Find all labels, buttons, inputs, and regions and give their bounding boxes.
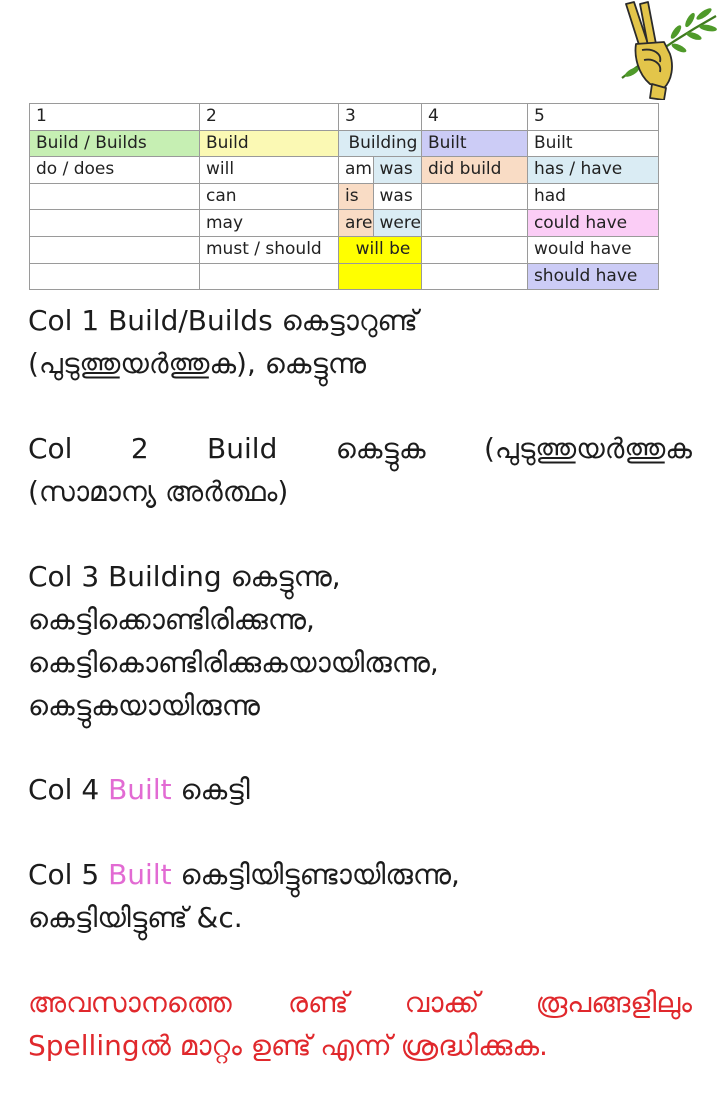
cell-build-builds: Build / Builds (30, 130, 200, 157)
table-header-row (30, 104, 659, 131)
cell-empty (30, 183, 200, 210)
note-col2-line1: Col 2 Build കെട്ടുക (പുടുത്തുയർത്തുക (28, 432, 692, 465)
table-row (30, 210, 659, 237)
note-col1-line1: Col 1 Build/Builds കെട്ടാറുണ്ട് (28, 304, 418, 337)
note-col3-line3: കെട്ടികൊണ്ടിരിക്കുകയായിരുന്നു, (28, 646, 439, 679)
table-row (30, 130, 659, 157)
table-row (30, 236, 659, 263)
cell-is: is (339, 183, 374, 210)
table-row (30, 183, 659, 210)
note-col4-prefix: Col 4 (28, 773, 100, 806)
cell-empty (421, 263, 527, 290)
note-col1-line2: (പുടുത്തുയർത്തുക), കെട്ടുന്നു (28, 347, 367, 380)
cell-were: were (373, 210, 421, 237)
cell-empty (30, 210, 200, 237)
note-col3-line1: Col 3 Building കെട്ടുന്നു, (28, 560, 341, 593)
cell-empty (30, 236, 200, 263)
note-col2-line2: (സാമാന്യ അർത്ഥം) (28, 475, 289, 508)
cell-are: are (339, 210, 374, 237)
cell-will-be: will be (339, 236, 422, 263)
cell-has-have: has / have (527, 157, 658, 184)
table-row (30, 157, 659, 184)
note-col4-suffix: കെട്ടി (180, 773, 250, 806)
cell-was-1: was (373, 157, 421, 184)
note-col3-line2: കെട്ടിക്കൊണ്ടിരിക്കുന്നു, (28, 603, 315, 636)
cell-do-does: do / does (30, 157, 200, 184)
warning-line2: Spellingൽ മാറ്റം ഉണ്ട് എന്ന് ശ്രദ്ധിക്കുക. (28, 1029, 548, 1062)
cell-empty (421, 236, 527, 263)
victory-hand-olive-branch-icon (612, 0, 720, 100)
note-col4-word: Built (108, 773, 172, 806)
verb-forms-table (29, 103, 659, 290)
cell-was-2: was (373, 183, 421, 210)
warning-line1: അവസാനത്തെ രണ്ട് വാക്ക് രൂപങ്ങളിലും (28, 986, 692, 1019)
cell-did-build: did build (421, 157, 527, 184)
cell-empty (421, 210, 527, 237)
cell-will: will (200, 157, 339, 184)
cell-would-have: would have (527, 236, 658, 263)
cell-empty (30, 263, 200, 290)
header-col-1: 1 (30, 104, 200, 131)
note-col5-suffix: കെട്ടിയിട്ടുണ്ടായിരുന്നു, (180, 858, 460, 891)
cell-built-4: Built (421, 130, 527, 157)
cell-yellow-empty (339, 263, 422, 290)
note-col3-line4: കെട്ടുകയായിരുന്നു (28, 689, 260, 722)
cell-empty (421, 183, 527, 210)
header-col-5: 5 (527, 104, 658, 131)
header-col-4: 4 (421, 104, 527, 131)
note-col4 (28, 771, 250, 809)
cell-building: Building (339, 130, 422, 157)
cell-could-have: could have (527, 210, 658, 237)
note-col5-prefix: Col 5 (28, 858, 100, 891)
cell-can: can (200, 183, 339, 210)
cell-may: may (200, 210, 339, 237)
header-col-3: 3 (339, 104, 422, 131)
table-row (30, 263, 659, 290)
cell-built-5: Built (527, 130, 658, 157)
cell-should-have: should have (527, 263, 658, 290)
note-col5 (28, 856, 460, 894)
note-col5-line2: കെട്ടിയിട്ടുണ്ട് &c. (28, 901, 243, 934)
header-col-2: 2 (200, 104, 339, 131)
cell-am: am (339, 157, 374, 184)
cell-empty (200, 263, 339, 290)
cell-must-should: must / should (200, 236, 339, 263)
note-col5-word: Built (108, 858, 172, 891)
cell-build: Build (200, 130, 339, 157)
cell-had: had (527, 183, 658, 210)
